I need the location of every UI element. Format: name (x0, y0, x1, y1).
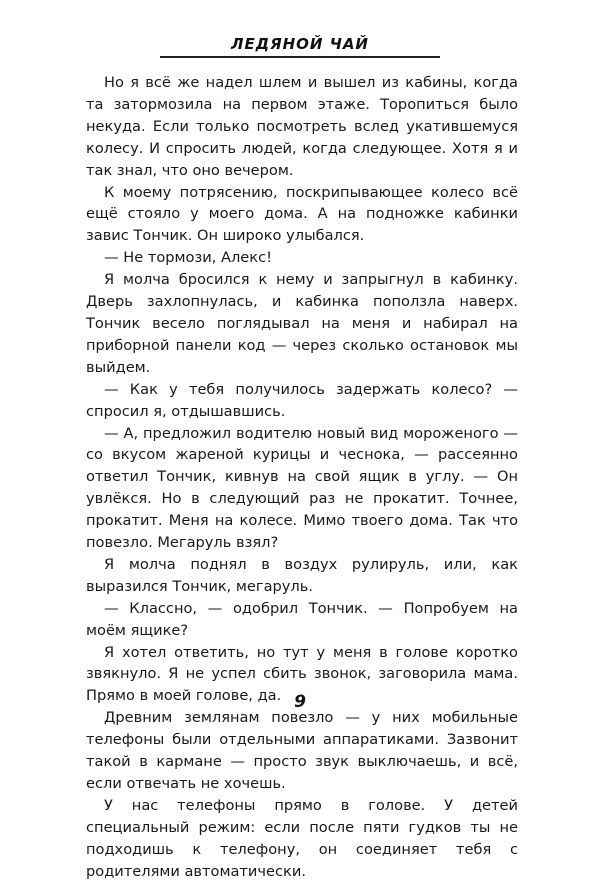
running-header (0, 34, 600, 53)
page-number: 9 (294, 692, 306, 712)
paragraph: — Классно, — одобрил Тончик. — Попробуем на моём ящике? (86, 599, 518, 639)
chapter-title: ЛЕДЯНОЙ ЧАЙ (231, 35, 369, 53)
paragraph: К моему потрясению, поскрипывающее колесо всё ещё стояло у моего дома. А на подножке кабинки завис Тончик. Он широко улыбался. (86, 183, 518, 245)
paragraph: — А, предложил водителю новый вид мороженого — со вкусом жареной курицы и чеснока, — рассеянно ответил Тончик, кивнув на свой ящик в углу. — Он увлёкся. Но в следующий раз не прокатит. Точнее, прокатит. Меня на колесе. Мимо твоего дома. Так что повезло. Мегаруль взял? (86, 424, 518, 552)
paragraph: — Не тормози, Алекс! (104, 249, 272, 267)
header-divider (160, 56, 440, 58)
page-body (86, 72, 518, 883)
paragraph: Я хотел ответить, но тут у меня в голове коротко звякнуло. Я не успел сбить звонок, заговорила мама. Прямо в моей голове, да. (86, 643, 518, 705)
paragraph: — Как у тебя получилось задержать колесо? — спросил я, отдышавшись. (86, 380, 518, 420)
paragraph: Я молча поднял в воздух рулируль, или, как выразился Тончик, мегаруль. (86, 555, 518, 595)
paragraph: У нас телефоны прямо в голове. У детей специальный режим: если после пяти гудков ты не подходишь к телефону, он соединяет тебя с родителями автоматически. (86, 796, 518, 880)
paragraph: Но я всё же надел шлем и вышел из кабины, когда та затормозила на первом этаже. Торопиться было некуда. Если только посмотреть вслед укатившемуся колесу. И спросить людей, когда следующее. Хотя я и так знал, что оно вечером. (86, 74, 518, 179)
paragraph: Древним землянам повезло — у них мобильные телефоны были отдельными аппаратиками. Зазвонит такой в кармане — просто звук выключаешь, и всё, если отвечать не хочешь. (86, 709, 518, 792)
paragraph: Я молча бросился к нему и запрыгнул в кабинку. Дверь захлопнулась, и кабинка поползла наверх. Тончик весело поглядывал на меня и набирал на приборной панели код — через сколько остановок мы выйдем. (86, 271, 518, 376)
